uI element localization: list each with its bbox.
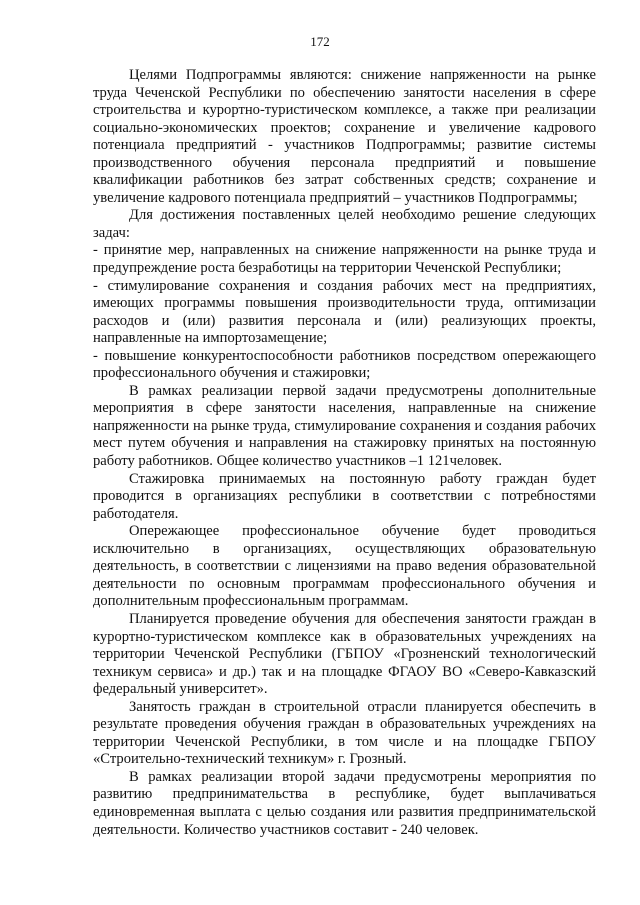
paragraph-tourism-training: Планируется проведение обучения для обеспечения занятости граждан в курортно-туристическом комплексе как в образовательных учреждениях на территории Чеченской Республики (ГБПОУ «Грозненский технологический техникум сервиса» и др.) так и на площадке ФГАОУ ВО «Северо-Кавказский федеральный университет». — [93, 610, 596, 698]
paragraph-advanced-training: Опережающее профессиональное обучение будет проводиться исключительно в организациях, осуществляющих образовательную деятельность, в соответствии с лицензиями на право ведения образовательной деятельности по основным программам профессионального обучения и дополнительным профессиональным программам. — [93, 523, 596, 610]
paragraph-first-task: В рамках реализации первой задачи предусмотрены дополнительные мероприятия в сфере занятости населения, направленные на снижение напряженности на рынке труда, стимулирование сохранения и создания рабочих мест путем обучения и направления на стажировку принятых на постоянную работу работников. Общее количество участников –1 121человек. — [93, 382, 596, 470]
paragraph-goals: Целями Подпрограммы являются: снижение напряженности на рынке труда Чеченской Республики по обеспечению занятости населения в сфере строительства и курортно-туристическом комплексе, а также при реализации социально-экономических проектов; сохранение и увеличение кадрового потенциала предприятий - участников Подпрограммы; развитие системы производственного обучения персонала предприятий и повышение квалификации работников без затрат собственных средств; сохранение и увеличение кадрового потенциала предприятий – участников Подпрограммы; — [93, 67, 596, 206]
list-item-task-2: - стимулирование сохранения и создания рабочих мест на предприятиях, имеющих программы повышения производительности труда, оптимизации расходов и (или) развития персонала и (или) реализующих проекты, направленные на импортозамещение; — [93, 277, 596, 347]
list-item-task-3: - повышение конкурентоспособности работников посредством опережающего профессионального обучения и стажировки; — [93, 347, 596, 382]
page-number: 172 — [310, 34, 330, 49]
paragraph-tasks-intro: Для достижения поставленных целей необходимо решение следующих задач: — [93, 207, 596, 241]
list-item-task-1: - принятие мер, направленных на снижение напряженности на рынке труда и предупреждение роста безработицы на территории Чеченской Республики; — [93, 242, 596, 277]
paragraph-second-task: В рамках реализации второй задачи предусмотрены мероприятия по развитию предпринимательства в республике, будет выплачиваться единовременная выплата с целью создания или развития предпринимательской деятельности. Количество участников составит - 240 человек. — [93, 768, 596, 838]
paragraph-construction-employment: Занятость граждан в строительной отрасли планируется обеспечить в результате проведения обучения граждан в образовательных учреждениях на территории Чеченской Республики, в том числе и на площадке ГБПОУ «Строительно-технический техникум» г. Грозный. — [93, 698, 596, 768]
paragraph-internship: Стажировка принимаемых на постоянную работу граждан будет проводится в организациях республики в соответствии с потребностями работодателя. — [93, 470, 596, 522]
document-body — [93, 67, 596, 839]
